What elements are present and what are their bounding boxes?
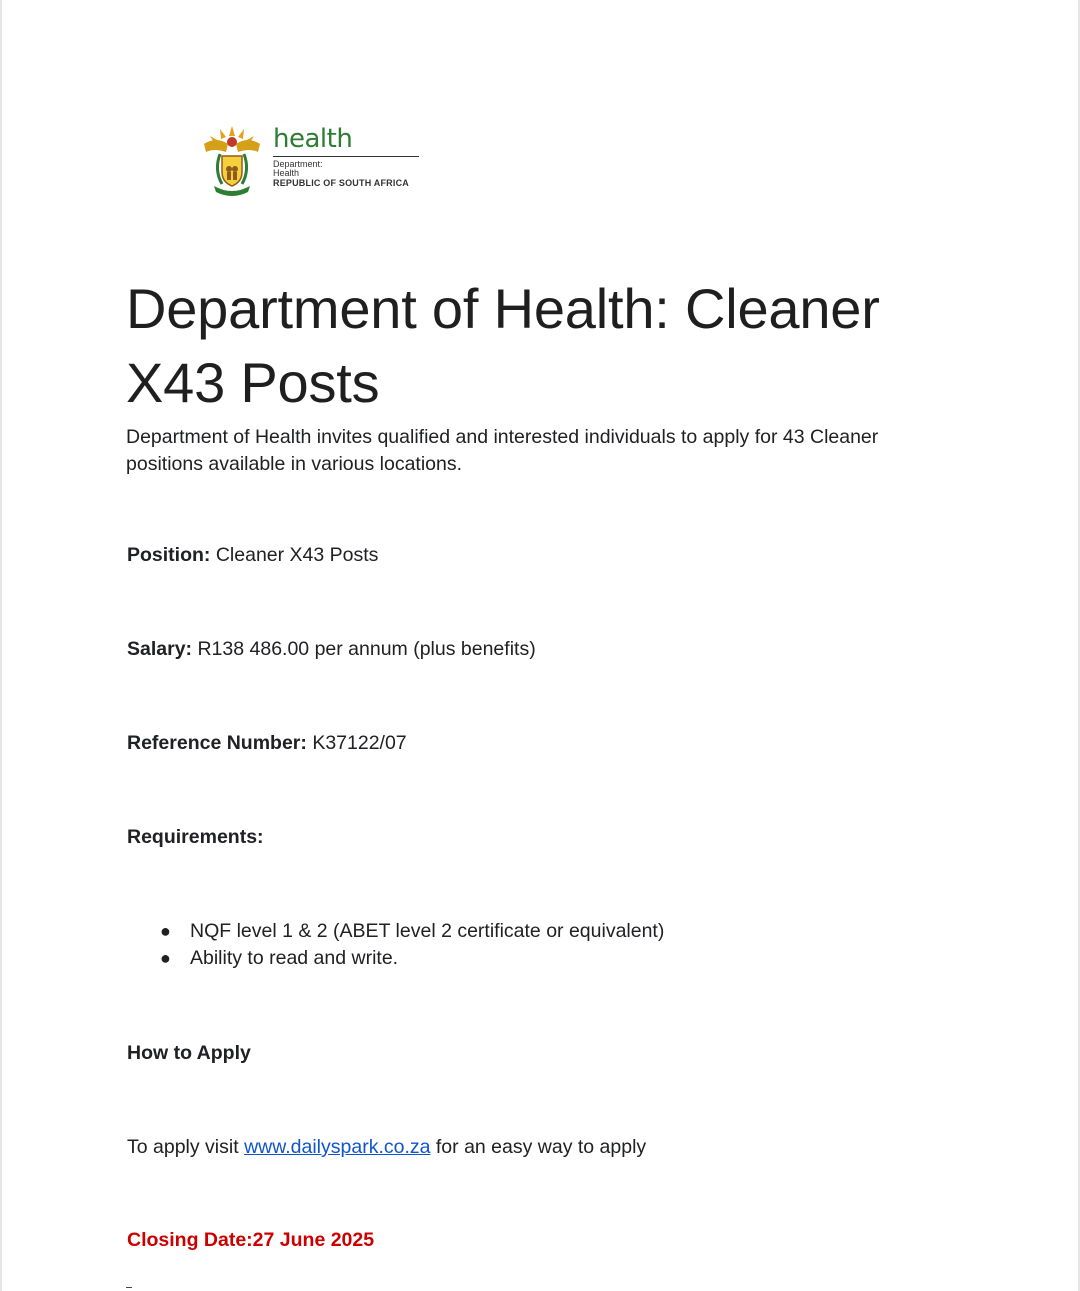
logo-line-country: REPUBLIC OF SOUTH AFRICA <box>273 178 409 188</box>
requirements-heading: Requirements: <box>127 826 264 848</box>
position-field <box>127 542 378 568</box>
closing-date: Closing Date:27 June 2025 <box>127 1229 375 1251</box>
requirement-text: Ability to read and write. <box>190 947 399 969</box>
logo-wordmark: health <box>273 124 353 154</box>
intro-paragraph: Department of Health invites qualified and interested individuals to apply for 43 Cleaner positions available in various locations. <box>126 426 879 475</box>
coat-of-arms-icon <box>200 122 264 196</box>
position-label: Position: <box>127 544 211 566</box>
requirements-list <box>127 918 664 972</box>
logo-line-health: Health <box>273 168 300 178</box>
reference-value: K37122/07 <box>312 732 407 754</box>
bullet-icon: ● <box>160 921 171 941</box>
apply-suffix: for an easy way to apply <box>435 1136 647 1158</box>
page-title: Department of Health: Cleaner X43 Posts <box>126 277 880 414</box>
salary-field <box>127 636 536 662</box>
apply-instructions <box>127 1134 646 1160</box>
logo-line-department: Department: <box>273 159 323 169</box>
logo-rule <box>273 156 419 157</box>
article-header <box>126 272 946 478</box>
reference-field <box>127 730 407 756</box>
how-to-apply-heading: How to Apply <box>127 1042 251 1064</box>
apply-prefix: To apply visit <box>127 1136 239 1158</box>
apply-link[interactable]: www.dailyspark.co.za <box>244 1136 431 1158</box>
department-logo <box>200 122 430 198</box>
list-item <box>127 918 664 945</box>
bullet-icon: ● <box>160 948 171 968</box>
list-item <box>127 945 664 972</box>
position-value: Cleaner X43 Posts <box>215 544 379 566</box>
trailing-mark <box>126 1287 132 1288</box>
reference-label: Reference Number: <box>127 732 307 754</box>
requirement-text: NQF level 1 & 2 (ABET level 2 certificate or equivalent) <box>190 920 665 942</box>
salary-value: R138 486.00 per annum (plus benefits) <box>197 638 536 660</box>
page-edge-left <box>0 0 2 1291</box>
salary-label: Salary: <box>127 638 193 660</box>
